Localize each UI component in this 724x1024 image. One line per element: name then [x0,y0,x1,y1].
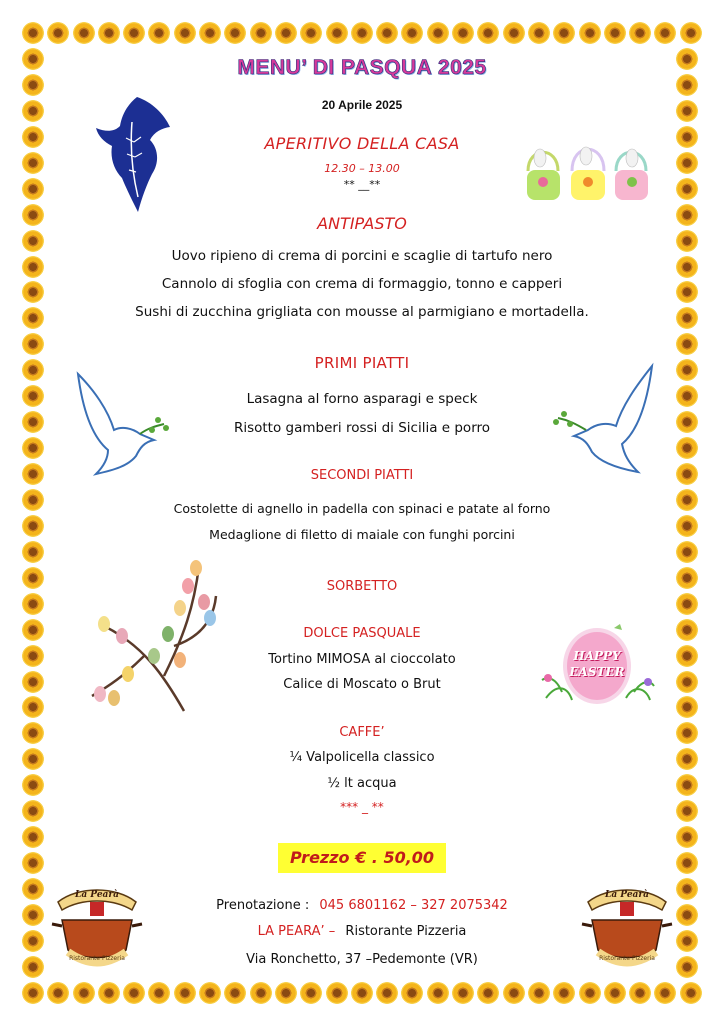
secondi-item: Costolette di agnello in padella con spinaci e patate al forno [173,501,551,516]
sunflower-icon [22,696,44,718]
antipasto-item: Cannolo di sfoglia con crema di formaggio, tonno e capperi [161,276,563,292]
sunflower-icon [123,982,145,1004]
aperitivo-divider: ** __** [343,178,381,191]
sunflower-icon [676,852,698,874]
white-dove-right-icon [536,362,656,482]
sunflower-icon [224,982,246,1004]
primi-heading: PRIMI PIATTI [314,354,410,372]
sunflower-icon [676,878,698,900]
dolce-item: Tortino MIMOSA al cioccolato [268,652,456,667]
sunflower-icon [528,982,550,1004]
caffe-divider: *** _ ** [340,800,384,814]
aperitivo-heading: APERITIVO DELLA CASA [264,134,460,153]
dolce-item: Calice di Moscato o Brut [283,677,441,692]
sunflower-icon [654,982,676,1004]
sunflower-icon [654,22,676,44]
sunflower-icon [22,878,44,900]
caffe-item: ½ lt acqua [327,776,397,791]
primi-item: Risotto gamberi rossi di Sicilia e porro [233,420,491,436]
sunflower-icon [503,982,525,1004]
sunflower-icon [401,22,423,44]
blue-dove-icon [92,92,182,217]
sunflower-icon [123,22,145,44]
reservation-label: Prenotazione : [216,898,310,913]
sunflower-icon [680,22,702,44]
sunflower-icon [579,982,601,1004]
sunflower-icon [477,22,499,44]
sunflower-icon [676,593,698,615]
sunflower-icon [22,437,44,459]
sunflower-icon [376,982,398,1004]
egg-branch-icon [84,556,224,716]
sorbetto-heading: SORBETTO [326,579,398,594]
easter-badge-line1: HAPPY [573,649,621,663]
antipasto-heading: ANTIPASTO [317,214,407,233]
restaurant-type: Ristorante Pizzeria [345,924,467,939]
sunflower-icon [452,22,474,44]
menu-date: 20 Aprile 2025 [321,98,403,112]
sunflower-icon [22,982,44,1004]
sunflower-icon [452,982,474,1004]
sunflower-icon [326,982,348,1004]
sunflower-icon [676,437,698,459]
sunflower-icon [224,22,246,44]
sunflower-icon [351,22,373,44]
sunflower-icon [148,982,170,1004]
sunflower-icon [22,22,44,44]
sunflower-icon [22,852,44,874]
sunflower-icon [528,22,550,44]
sunflower-icon [427,22,449,44]
easter-badge-line2: EASTER [569,665,625,679]
secondi-heading: SECONDI PIATTI [310,468,414,483]
sunflower-icon [629,982,651,1004]
logo-name: La Pearà [605,890,649,900]
sunflower-icon [275,982,297,1004]
sunflower-icon [47,22,69,44]
sunflower-icon [300,22,322,44]
sunflower-icon [22,333,44,355]
primi-item: Lasagna al forno asparagi e speck [246,391,478,407]
phone-numbers: 045 6801162 – 327 2075342 [319,898,508,913]
aperitivo-time: 12.30 – 13.00 [324,162,400,175]
sunflower-icon [676,333,698,355]
secondi-item: Medaglione di filetto di maiale con funghi porcini [209,527,515,542]
sunflower-icon [351,982,373,1004]
happy-easter-badge [538,622,656,706]
white-dove-left-icon [74,370,174,480]
sunflower-icon [676,541,698,563]
menu-title: MENU’ DI PASQUA 2025 [237,56,487,79]
caffe-heading: CAFFE’ [339,725,385,740]
sunflower-icon [477,982,499,1004]
sunflower-icon [199,22,221,44]
sunflower-icon [22,541,44,563]
sunflower-icon [98,22,120,44]
sunflower-icon [553,982,575,1004]
logo-subtitle: Ristorante Pizzeria [69,955,125,962]
la-peara-logo-right [578,880,676,968]
sunflower-icon [174,982,196,1004]
sunflower-icon [604,22,626,44]
price-tag: Prezzo € . 50,00 [278,843,446,873]
sunflower-icon [579,22,601,44]
caffe-item: ¼ Valpolicella classico [289,750,435,765]
sunflower-icon [676,696,698,718]
sunflower-icon [73,982,95,1004]
sunflower-icon [275,22,297,44]
sunflower-icon [73,22,95,44]
sunflower-icon [376,22,398,44]
dolce-heading: DOLCE PASQUALE [303,626,421,641]
sunflower-icon [148,22,170,44]
sunflower-icon [676,826,698,848]
restaurant-name: LA PEARA’ – [257,924,336,939]
sunflower-icon [174,22,196,44]
antipasto-item: Uovo ripieno di crema di porcini e scaglie di tartufo nero [171,248,553,264]
sunflower-icon [98,982,120,1004]
sunflower-icon [553,22,575,44]
restaurant-address: Via Ronchetto, 37 –Pedemonte (VR) [246,952,478,967]
sunflower-icon [629,22,651,44]
sunflower-icon [680,982,702,1004]
antipasto-item: Sushi di zucchina grigliata con mousse al parmigiano e mortadella. [135,304,589,320]
sunflower-icon [300,982,322,1004]
sunflower-icon [22,593,44,615]
sunflower-icon [326,22,348,44]
sunflower-icon [250,982,272,1004]
border-top [22,22,702,44]
sunflower-icon [199,982,221,1004]
sunflower-icon [604,982,626,1004]
border-bottom [22,982,702,1004]
logo-subtitle: Ristorante Pizzeria [599,955,655,962]
sunflower-icon [503,22,525,44]
sunflower-icon [427,982,449,1004]
la-peara-logo-left [48,880,146,968]
sunflower-icon [47,982,69,1004]
sunflower-icon [401,982,423,1004]
sunflower-icon [22,826,44,848]
logo-name: La Pearà [75,890,119,900]
sunflower-icon [250,22,272,44]
easter-baskets-icon [522,126,652,206]
